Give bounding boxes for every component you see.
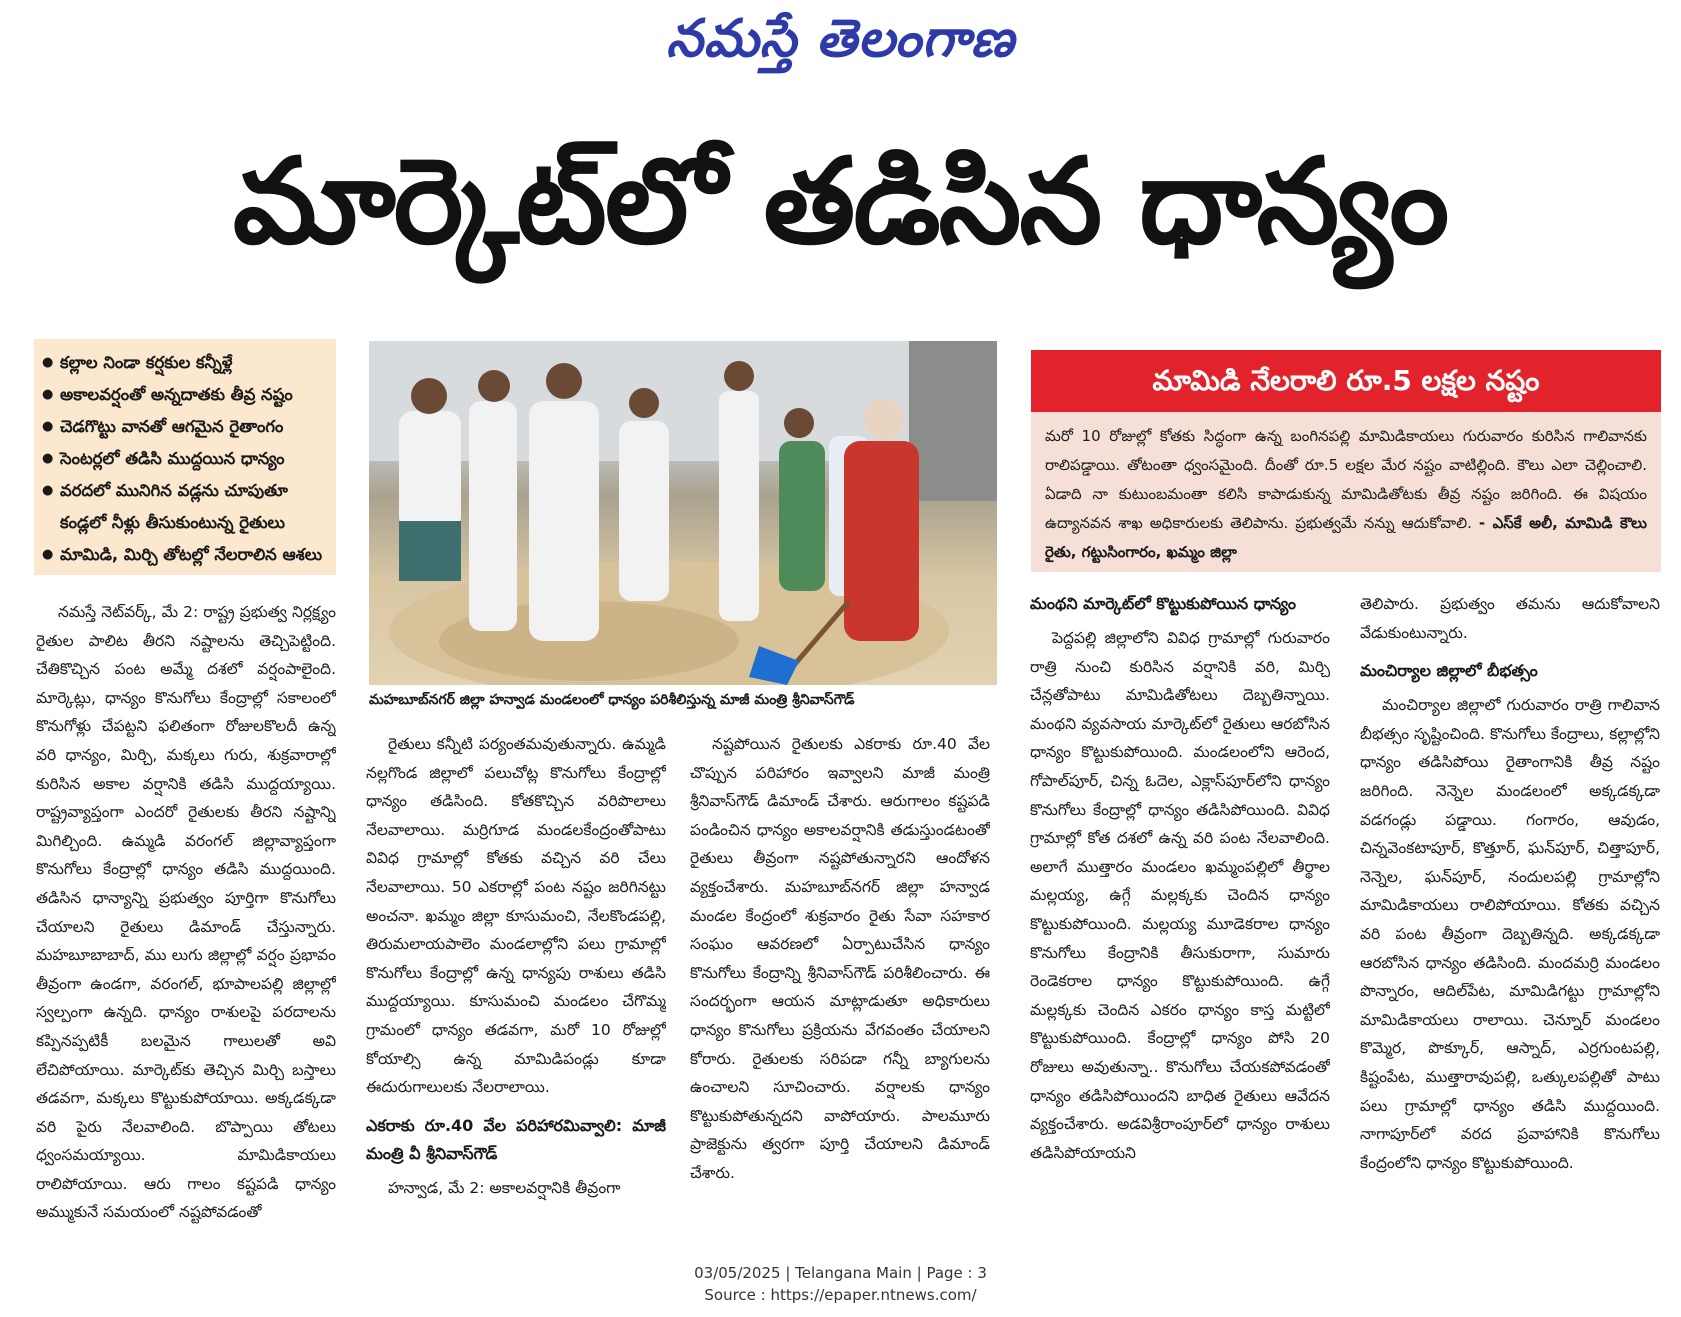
- page-footer: [0, 1262, 1681, 1306]
- column-text: నమస్తే నెట్‌వర్క్‌, మే 2: రాష్ట్ర ప్రభుత్వ నిర్లక్ష్యం రైతుల పాలిట తీరని నష్టాలను తెచ్చిపెట్టింది. చేతికొచ్చిన పంట అమ్మే దశలో వర్షంపాలైంది. మార్కెట్లు, ధాన్యం కొనుగోలు కేంద్రాల్లో సకాలంలో కొనుగోళ్లు చేపట్టని ఫలితంగా రోజులకొలదీ ఉన్న వరి ధాన్యం, మిర్చి, మక్కలు గురు, శుక్రవారాల్లో కురిసిన అకాల వర్షానికి తడిసి ముద్దయ్యాయి. రాష్ట్రవ్యాప్తంగా ఎందరో రైతులకు తీరని నష్టాన్ని మిగిల్చింది. ఉమ్మడి వరంగల్‌ జిల్లావ్యాప్తంగా కొనుగోలు కేంద్రాల్లో ధాన్యం తడిసి ముద్దయింది. తడిసిన ధాన్యాన్ని ప్రభుత్వం పూర్తిగా కొనుగోలు చేయాలని రైతులు డిమాండ్‌ చేస్తున్నారు. మహబూబాబాద్‌, ము లుగు జిల్లాల్లో వర్షం ప్రభావం తీవ్రంగా ఉండగా, వరంగల్‌, భూపాలపల్లి జిల్లాల్లో స్వల్పంగా ఉన్నది. ధాన్యం రాశులపై పరదాలను కప్పినప్పటికీ బలమైన గాలులతో అవి లేచిపోయాయి. మార్కెట్‌కు తెచ్చిన మిర్చి బస్తాలు తడవగా, మక్కలు కొట్టుకుపోయాయి. అక్కడక్కడా వరి పైరు నేలవాలింది. బొప్పాయి తోటలు ధ్వంసమయ్యాయి. మామిడికాయలు రాలిపోయాయి. ఆరు గాలం కష్టపడి ధాన్యం అమ్ముకునే సమయంలో నష్టపోవడంతో: [36, 603, 336, 1222]
- highlight-item-continued: కండ్లలో నీళ్లు తీసుకుంటున్న రైతులు: [60, 513, 285, 532]
- article-column-3: [690, 730, 990, 1252]
- highlight-item: ● వరదలో మునిగిన వడ్లను చూపుతూ: [42, 475, 328, 507]
- highlight-item: ● అకాలవర్షంతో అన్నదాతకు తీవ్ర నష్టం: [42, 379, 328, 411]
- highlight-item: ● మామిడి, మిర్చి తోటల్లో నేలరాలిన ఆశలు: [42, 539, 328, 571]
- article-column-5: [1360, 590, 1660, 1252]
- farmers-inspecting-grain-photo: [369, 341, 997, 685]
- sidebox-title: మామిడి నేలరాలి రూ.5 లక్షల నష్టం: [1031, 350, 1661, 412]
- highlights-box: [34, 339, 336, 575]
- article-column-2: [366, 730, 666, 1252]
- column-text: పెద్దపల్లి జిల్లాలోని వివిధ గ్రామాల్లో గురువారం రాత్రి నుంచి కురిసిన వర్షానికి వరి, మిర్చి చేన్లతోపాటు మామిడితోటలు దెబ్బతిన్నాయి. మంథని వ్యవసాయ మార్కెట్‌లో రైతులు ఆరబోసిన ధాన్యం కొట్టుకుపోయింది. మండలంలోని ఆరెంద, గోపాల్‌పూర్‌, చిన్న ఓదెల, ఎక్లాస్‌పూర్‌లోని ధాన్యం కొనుగోలు కేంద్రాల్లో ధాన్యం తడిసిపోయింది. వివిధ గ్రామాల్లో కోత దశలో ఉన్న వరి పంట నేలవాలింది. అలాగే ముత్తారం మండలం ఖమ్మంపల్లిలో తీర్థాల మల్లయ్య, ఉగ్గే మల్లక్కకు చెందిన ధాన్యం కొట్టుకుపోయింది. మల్లయ్య మూడెకరాల ధాన్యం కొనుగోలు కేంద్రానికి తీసుకురాగా, సుమారు రెండెకరాల ధాన్యం కొట్టుకుపోయింది. ఉగ్గే మల్లక్కకు చెందిన ఎకరం ధాన్యం కాస్త మట్టిలో కొట్టుకుపోయింది. కేంద్రాల్లో ధాన్యం పోసి 20 రోజులు అవుతున్నా.. కొనుగోలు చేయకపోవడంతో ధాన్యం తడిసిపోయిందని బాధిత రైతులు ఆవేదన వ్యక్తంచేశారు. అడవిశ్రీరాంపూర్‌లో ధాన్యం రాశులు తడిసిపోయాయని: [1030, 629, 1330, 1162]
- sidebox-signature: - ఎస్‌కే అలీ, మామిడి కౌలు రైతు, గట్టుసింగారం, ఖమ్మం జిల్లా: [1045, 514, 1647, 561]
- footer-date-edition: 03/05/2025 | Telangana Main | Page : 3: [694, 1264, 987, 1282]
- headline: మార్కెట్‌లో తడిసిన ధాన్యం: [232, 132, 1448, 270]
- sidebox-body: [1031, 412, 1661, 572]
- column-text: తెలిపారు. ప్రభుత్వం తమను ఆదుకోవాలని వేడుకుంటున్నారు.: [1360, 595, 1660, 642]
- sidebox-text: మరో 10 రోజుల్లో కోతకు సిద్ధంగా ఉన్న బంగినపల్లి మామిడికాయలు గురువారం కురిసిన గాలివానకు రాలిపడ్డాయి. తోటంతా ధ్వంసమైంది. దీంతో రూ.5 లక్షల మేర నష్టం వాటిల్లింది. కౌలు ఎలా చెల్లించాలి. ఏడాది నా కుటుంబమంతా కలిసి కాపాడుకున్న మామిడితోటకు తీవ్ర నష్టం జరిగింది. ఈ విషయం ఉద్యానవన శాఖ అధికారులకు తెలిపాను. ప్రభుత్వమే నన్ను ఆదుకోవాలి.: [1045, 427, 1647, 532]
- subheading: మంథని మార్కెట్‌లో కొట్టుకుపోయిన ధాన్యం: [1030, 594, 1297, 613]
- photo-caption: మహబూబ్‌నగర్‌ జిల్లా హన్వాడ మండలంలో ధాన్యం పరిశీలిస్తున్న మాజీ మంత్రి శ్రీనివాస్‌గౌడ్‌: [369, 692, 855, 708]
- masthead-logo: నమస్తే తెలంగాణ: [666, 8, 1015, 69]
- article-column-1: [36, 598, 336, 1252]
- highlight-item: ● సెంటర్లలో తడిసి ముద్దయిన ధాన్యం: [42, 443, 328, 475]
- column-text: హన్వాడ, మే 2: అకాలవర్షానికి తీవ్రంగా: [388, 1178, 621, 1197]
- article-column-4: [1030, 590, 1330, 1252]
- subheading: మంచిర్యాల జిల్లాలో బీభత్సం: [1360, 661, 1538, 681]
- column-text: నష్టపోయిన రైతులకు ఎకరాకు రూ.40 వేల చొప్పున పరిహారం ఇవ్వాలని మాజీ మంత్రి శ్రీనివాస్‌గౌడ్‌ డిమాండ్‌ చేశారు. ఆరుగాలం కష్టపడి పండించిన ధాన్యం అకాలవర్షానికి తడుస్తుండటంతో రైతులు తీవ్రంగా నష్టపోతున్నారని ఆందోళన వ్యక్తంచేశారు. మహబూబ్‌నగర్‌ జిల్లా హన్వాడ మండల కేంద్రంలో శుక్రవారం రైతు సేవా సహకార సంఘం ఆవరణలో ఏర్పాటుచేసిన ధాన్యం కొనుగోలు కేంద్రాన్ని శ్రీనివాస్‌గౌడ్‌ పరిశీలించారు. ఈ సందర్భంగా ఆయన మాట్లాడుతూ అధికారులు ధాన్యం కొనుగోలు ప్రక్రియను వేగవంతం చేయాలని కోరారు. రైతులకు సరిపడా గన్నీ బ్యాగులను ఉంచాలని సూచించారు. వర్షాలకు ధాన్యం కొట్టుకుపోతున్నదని వాపోయారు. పాలమూరు ప్రాజెక్టును త్వరగా పూర్తి చేయాలని డిమాండ్‌ చేశారు.: [690, 735, 990, 1182]
- highlight-item: ● చెడగొట్టు వానతో ఆగమైన రైతాంగం: [42, 411, 328, 443]
- news-photo: [369, 341, 997, 685]
- footer-source: Source : https://epaper.ntnews.com/: [704, 1286, 977, 1304]
- column-text: రైతులు కన్నీటి పర్యంతమవుతున్నారు. ఉమ్మడి నల్లగొండ జిల్లాలో పలుచోట్ల కొనుగోలు కేంద్రాల్లో ధాన్యం తడిసింది. కోతకొచ్చిన వరిపొలాలు నేలవాలాయి. మర్రిగూడ మండలకేంద్రంతోపాటు వివిధ గ్రామాల్లో కోతకు వచ్చిన వరి చేలు నేలవాలాయి. 50 ఎకరాల్లో పంట నష్టం జరిగినట్టు అంచనా. ఖమ్మం జిల్లా కూసుమంచి, నేలకొండపల్లి, తిరుమలాయపాలెం మండలాల్లోని పలు గ్రామాల్లో కొనుగోలు కేంద్రాల్లో ఉన్న ధాన్యపు రాశులు తడిసి ముద్దయ్యాయి. కూసుమంచి మండలం చేగొమ్మ గ్రామంలో ధాన్యం తడవగా, మరో 10 రోజుల్లో కోయాల్సి ఉన్న మామిడిపండ్లు కూడా ఈదురుగాలులకు నేలరాలాయి.: [366, 735, 666, 1097]
- column-text: మంచిర్యాల జిల్లాలో గురువారం రాత్రి గాలివాన బీభత్సం సృష్టించింది. కొనుగోలు కేంద్రాలు, కల్లాల్లోని ధాన్యం తడిసిపోయి రైతాంగానికి తీవ్ర నష్టం జరిగింది. నెన్నెల మండలంలో అక్కడక్కడా వడగండ్లు పడ్డాయి. గంగారం, ఆవుడం, చిన్నవెంకటాపూర్‌, కొత్తూర్‌, ఘన్‌పూర్‌, చిత్తాపూర్‌, నెన్నెల, ఘన్‌పూర్‌, నందులపల్లి గ్రామాల్లోని మామిడికాయలు రాలిపోయాయి. కోతకు వచ్చిన వరి పంట తీవ్రంగా దెబ్బతిన్నది. అక్కడక్కడా ఆరబోసిన ధాన్యం తడిసింది. మందమర్రి మండలం పొన్నారం, ఆదిల్‌పేట, మామిడిగట్టు గ్రామాల్లోని మామిడికాయలు రాలాయి. చెన్నూర్‌ మండలం కొమ్మెర, పొక్కూర్‌, ఆస్నాద్‌, ఎర్రగుంటపల్లి, కిష్టంపేట, ముత్తారావుపల్లి, ఒత్కులపల్లితో పాటు పలు గ్రామాల్లో ధాన్యం తడిసి ముద్దయింది. నాగాపూర్‌లో వరద ప్రవాహానికి కొనుగోలు కేంద్రంలోని ధాన్యం కొట్టుకుపోయింది.: [1360, 696, 1660, 1172]
- highlight-item: ● కల్లాల నిండా కర్షకుల కన్నీళ్లే: [42, 347, 328, 379]
- subheading: ఎకరాకు రూ.40 వేల పరిహారమివ్వాలి: మాజీ మంత్రి వీ శ్రీనివాస్‌గౌడ్‌: [366, 1115, 666, 1163]
